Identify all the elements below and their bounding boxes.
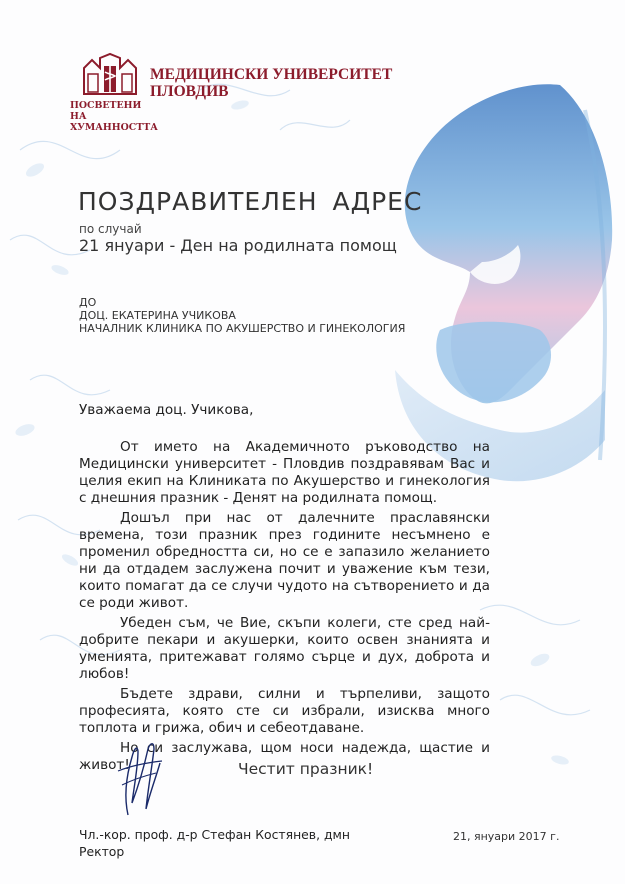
university-name-line-1: МЕДИЦИНСКИ УНИВЕРСИТЕТ bbox=[150, 66, 393, 83]
recipient-block bbox=[79, 296, 405, 335]
signer-block bbox=[79, 826, 350, 860]
signer-title: Ректор bbox=[79, 844, 125, 859]
motto-line-1: ПОСВЕТЕНИ НА bbox=[70, 100, 142, 122]
to-label: ДО bbox=[79, 296, 97, 309]
document-date: 21, януари 2017 г. bbox=[453, 830, 560, 843]
university-logo bbox=[70, 52, 158, 133]
handwritten-signature bbox=[110, 737, 170, 819]
university-name-line-2: ПЛОВДИВ bbox=[150, 83, 229, 100]
university-motto bbox=[70, 100, 158, 133]
document-title: ПОЗДРАВИТЕЛЕН АДРЕС bbox=[78, 187, 423, 216]
crest-icon bbox=[78, 52, 142, 96]
salutation: Уважаема доц. Учикова, bbox=[79, 402, 254, 418]
letter-body bbox=[79, 439, 490, 777]
occasion-text: 21 януари - Ден на родилната помощ bbox=[79, 236, 397, 255]
signer-name: Чл.-кор. проф. д-р Стефан Костянев, дмн bbox=[79, 827, 350, 842]
paragraph: От името на Академичното ръководство на Медицински университет - Пловдив поздравявам Вас и целия екип на Клиниката по Акушерство и гинекология с днешния празник - Денят на родилната помощ. bbox=[79, 439, 490, 506]
closing-greeting: Честит празник! bbox=[238, 760, 374, 778]
paragraph: Убеден съм, че Вие, скъпи колеги, сте сред най-добрите пекари и акушерки, които освен знанията и уменията, притежават голямо сърце и дух, доброта и любов! bbox=[79, 615, 490, 682]
paragraph: Дошъл при нас от далечните праславянски времена, този празник през годините несъмнено е променил обредността си, но се е запазило желанието ни да отдадем заслужена почит и уважение към тези, които помагат да се случи чудото на сътворението и да се роди живот. bbox=[79, 510, 490, 611]
recipient-name: ДОЦ. ЕКАТЕРИНА УЧИКОВА bbox=[79, 309, 236, 322]
recipient-position: НАЧАЛНИК КЛИНИКА ПО АКУШЕРСТВО И ГИНЕКОЛОГИЯ bbox=[79, 322, 406, 335]
paragraph: Но си заслужава, щом носи надежда, щастие и живот! bbox=[79, 740, 490, 773]
paragraph: Бъдете здрави, силни и търпеливи, защото професията, която сте си избрали, изисква много топлота и грижа, обич и себеотдаване. bbox=[79, 686, 490, 736]
occasion-label: по случай bbox=[79, 222, 142, 236]
university-name bbox=[150, 66, 392, 100]
motto-line-2: ХУМАННОСТТА bbox=[70, 122, 158, 133]
